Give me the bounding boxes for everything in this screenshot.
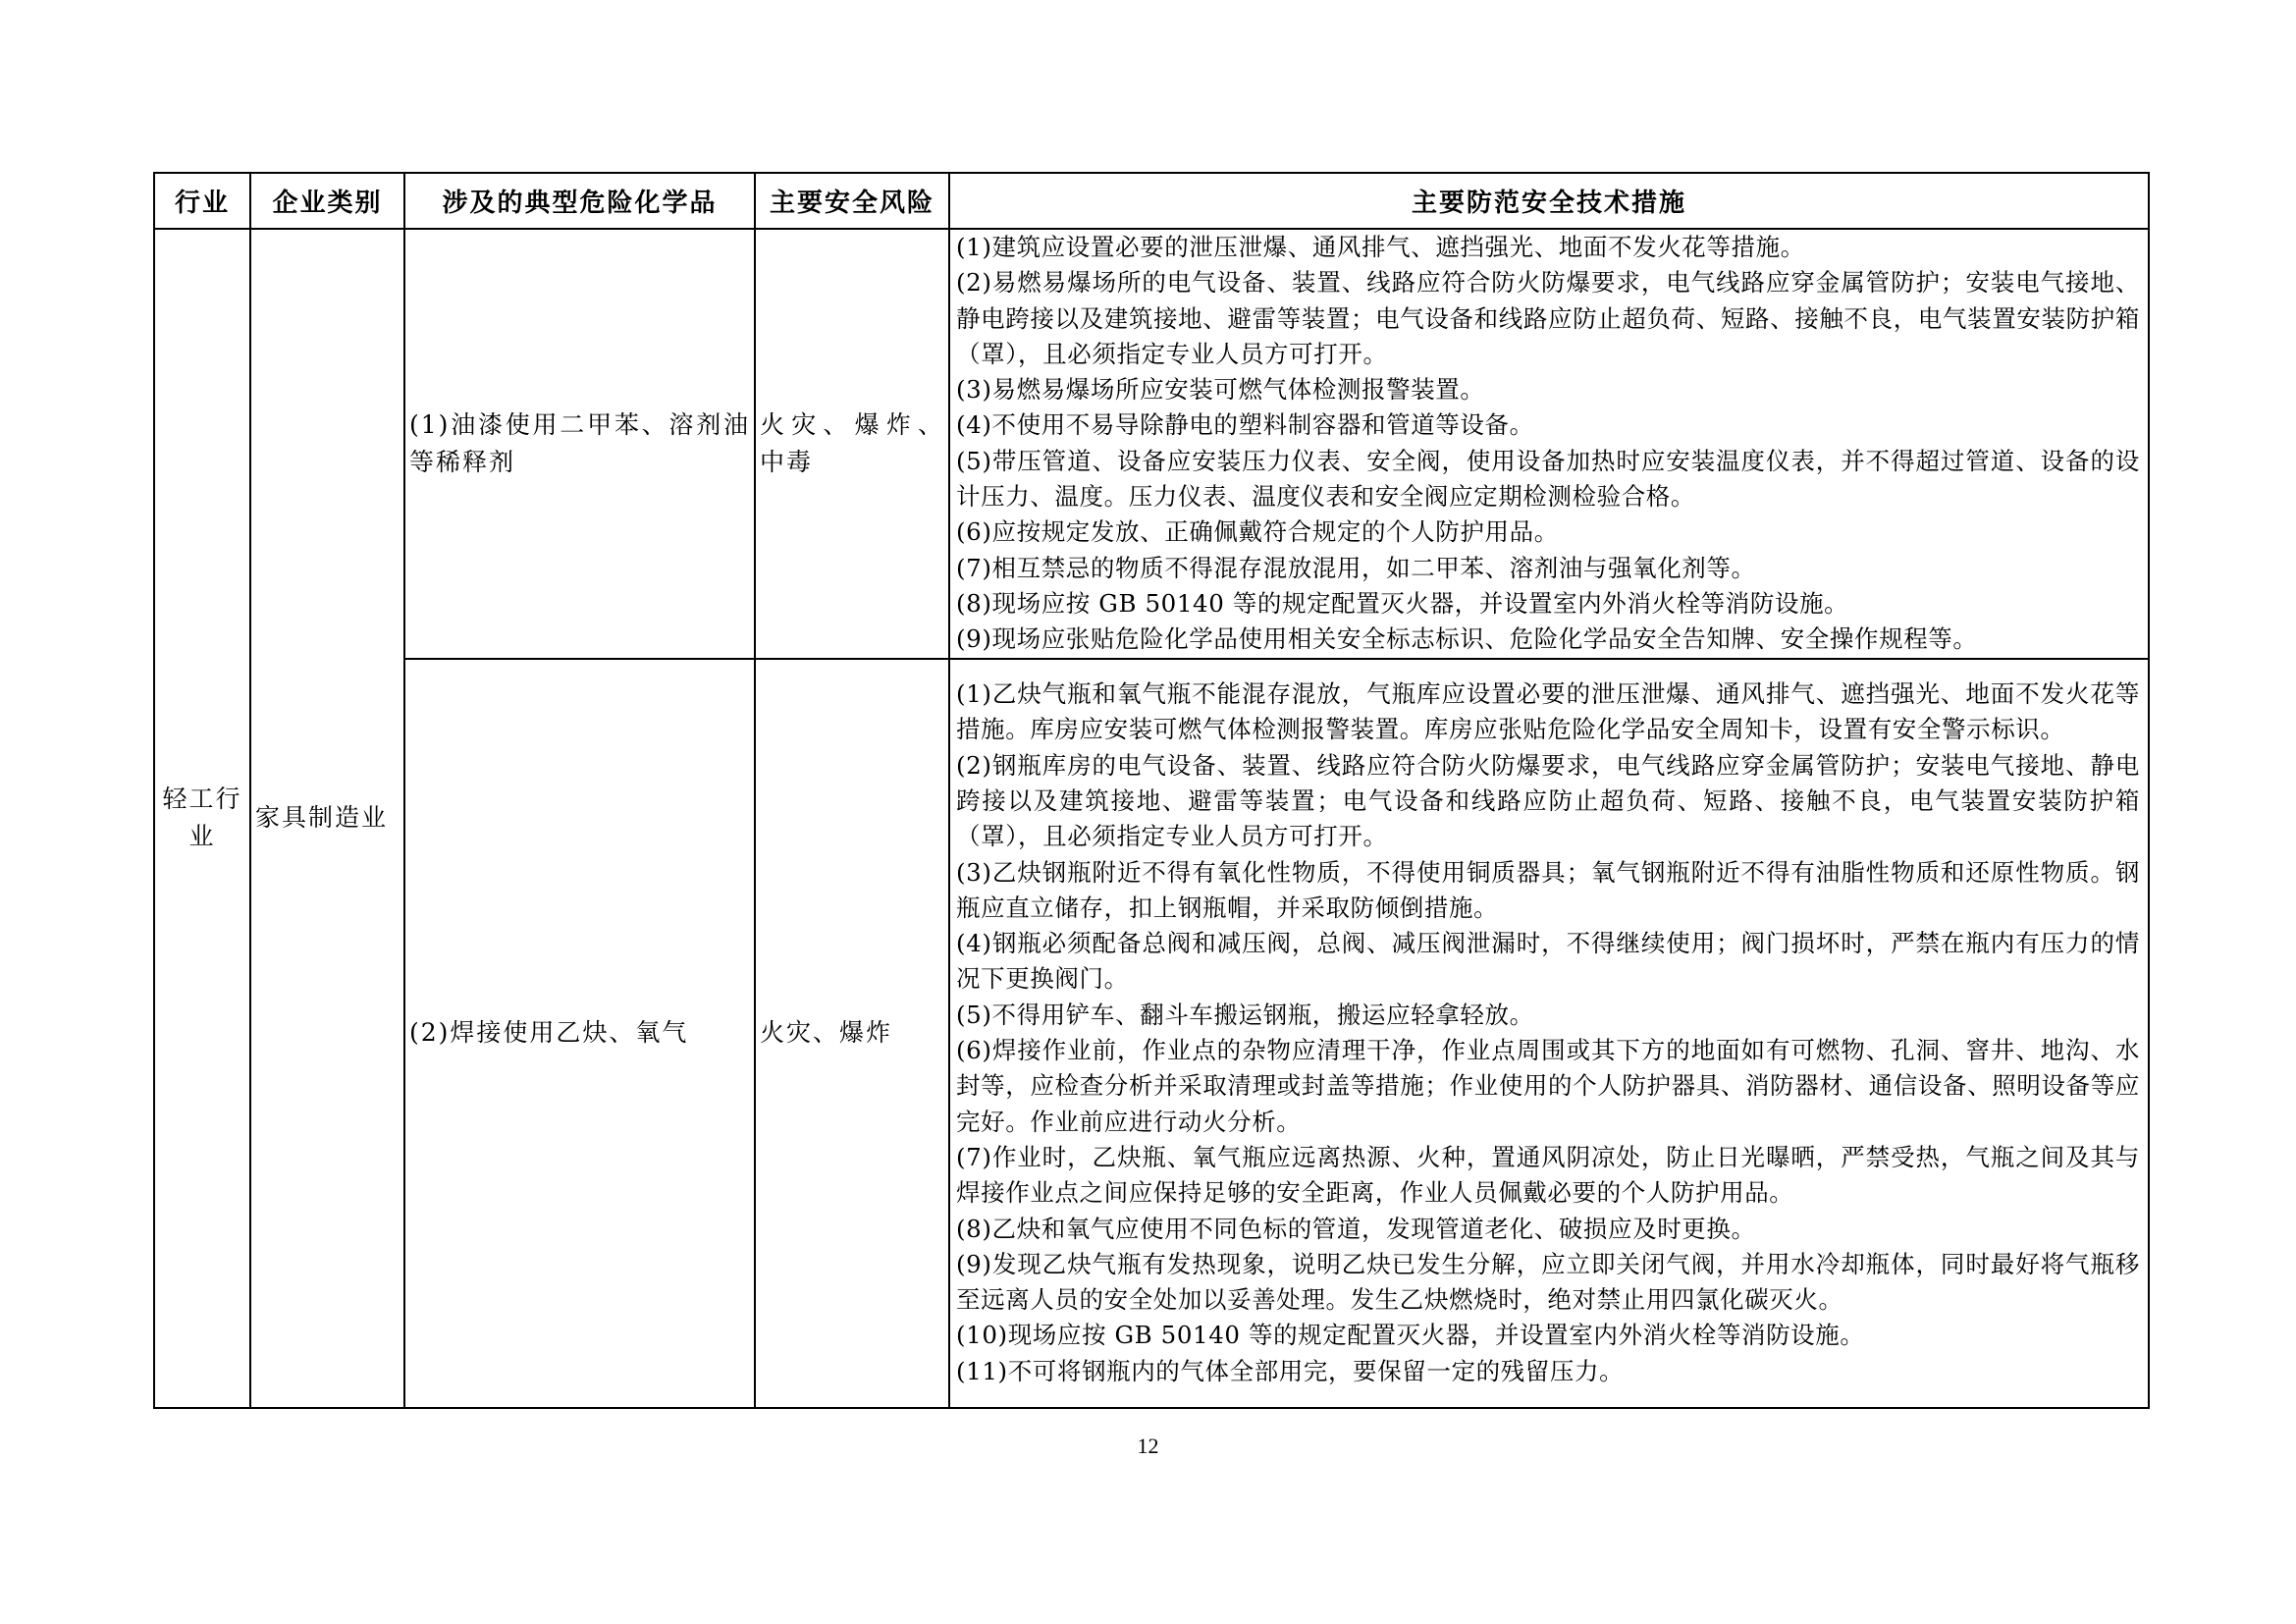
measure-item: (1)乙炔气瓶和氧气瓶不能混存混放，气瓶库应设置必要的泄压泄爆、通风排气、遮挡强光、地面不发火花等措施。库房应安装可燃气体检测报警装置。库房应张贴危险化学品安全周知卡，设置有安全警示标识。	[956, 679, 2140, 744]
risk-text: 火灾、爆炸	[760, 1018, 893, 1048]
measure-item: (8)乙炔和氧气应使用不同色标的管道，发现管道老化、破损应及时更换。	[956, 1214, 1756, 1243]
measure-item: (9)发现乙炔气瓶有发热现象，说明乙炔已发生分解，应立即关闭气阀，并用水冷却瓶体，同时最好将气瓶移至远离人员的安全处加以妥善处理。发生乙炔燃烧时，绝对禁止用四氯化碳灭火。	[956, 1249, 2140, 1315]
hazard-table	[153, 172, 2150, 1409]
industry-text: 轻工行业	[162, 785, 242, 851]
measures-list	[950, 230, 2148, 658]
header-risks: 主要安全风险	[755, 173, 949, 229]
measure-item: (3)易燃易爆场所应安装可燃气体检测报警装置。	[956, 375, 1485, 405]
measure-item: (3)乙炔钢瓶附近不得有氧化性物质，不得使用铜质器具；氧气钢瓶附近不得有油脂性物质和还原性物质。钢瓶应直立储存，扣上钢瓶帽，并采取防倾倒措施。	[956, 857, 2140, 922]
measure-item: (5)不得用铲车、翻斗车搬运钢瓶，搬运应轻拿轻放。	[956, 1000, 1534, 1029]
measure-item: (7)作业时，乙炔瓶、氧气瓶应远离热源、火种，置通风阴凉处，防止日光曝晒，严禁受热，气瓶之间及其与焊接作业点之间应保持足够的安全距离，作业人员佩戴必要的个人防护用品。	[956, 1142, 2140, 1208]
table-row	[154, 659, 2149, 1408]
chemical-text: (1)油漆使用二甲苯、溶剂油等稀释剂	[409, 409, 750, 476]
measure-item: (10)现场应按 GB 50140 等的规定配置灭火器，并设置室内外消火栓等消防设施。	[956, 1321, 1865, 1350]
measures-list	[950, 677, 2148, 1389]
measures-cell	[949, 659, 2149, 1408]
measure-item: (6)应按规定发放、正确佩戴符合规定的个人防护用品。	[956, 517, 1559, 547]
table-row	[154, 229, 2149, 659]
header-industry: 行业	[154, 173, 250, 229]
chemical-text: (2)焊接使用乙炔、氧气	[409, 1018, 689, 1048]
risk-cell	[755, 659, 949, 1408]
measure-item: (1)建筑应设置必要的泄压泄爆、通风排气、遮挡强光、地面不发火花等措施。	[956, 233, 1805, 261]
page-number: 12	[1137, 1434, 1159, 1458]
measure-item: (8)现场应按 GB 50140 等的规定配置灭火器，并设置室内外消火栓等消防设施。	[956, 588, 1849, 618]
header-measures: 主要防范安全技术措施	[949, 173, 2149, 229]
header-category: 企业类别	[250, 173, 404, 229]
chemical-cell	[404, 659, 755, 1408]
measure-item: (2)易燃易爆场所的电气设备、装置、线路应符合防火防爆要求，电气线路应穿金属管防护；安装电气接地、静电跨接以及建筑接地、避雷等装置；电气设备和线路应防止超负荷、短路、接触不良，电气装置安装防护箱（罩），且必须指定专业人员方可打开。	[956, 268, 2140, 368]
measure-item: (6)焊接作业前，作业点的杂物应清理干净，作业点周围或其下方的地面如有可燃物、孔洞、窨井、地沟、水封等，应检查分析并采取清理或封盖等措施；作业使用的个人防护器具、消防器材、通信设备、照明设备等应完好。作业前应进行动火分析。	[956, 1036, 2140, 1136]
measure-item: (2)钢瓶库房的电气设备、装置、线路应符合防火防爆要求，电气线路应穿金属管防护；安装电气接地、静电跨接以及建筑接地、避雷等装置；电气设备和线路应防止超负荷、短路、接触不良，电气装置安装防护箱（罩），且必须指定专业人员方可打开。	[956, 750, 2140, 851]
measure-item: (5)带压管道、设备应安装压力仪表、安全阀，使用设备加热时应安装温度仪表，并不得超过管道、设备的设计压力、温度。压力仪表、温度仪表和安全阀应定期检测检验合格。	[956, 446, 2140, 512]
risk-text: 火灾、爆炸、中毒	[760, 409, 944, 476]
measure-item: (11)不可将钢瓶内的气体全部用完，要保留一定的残留压力。	[956, 1356, 1625, 1385]
table-header-row	[154, 173, 2149, 229]
risk-cell	[755, 229, 949, 659]
measure-item: (9)现场应张贴危险化学品使用相关安全标志标识、危险化学品安全告知牌、安全操作规程等。	[956, 624, 1978, 654]
chemical-cell	[404, 229, 755, 659]
category-text: 家具制造业	[255, 803, 389, 833]
measure-item: (7)相互禁忌的物质不得混存混放混用，如二甲苯、溶剂油与强氧化剂等。	[956, 553, 1756, 582]
industry-cell	[154, 229, 250, 1408]
measure-item: (4)不使用不易导除静电的塑料制容器和管道等设备。	[956, 410, 1534, 440]
header-chemicals: 涉及的典型危险化学品	[404, 173, 755, 229]
measure-item: (4)钢瓶必须配备总阀和减压阀，总阀、减压阀泄漏时，不得继续使用；阀门损坏时，严禁在瓶内有压力的情况下更换阀门。	[956, 929, 2140, 994]
measures-cell	[949, 229, 2149, 659]
category-cell	[250, 229, 404, 1408]
